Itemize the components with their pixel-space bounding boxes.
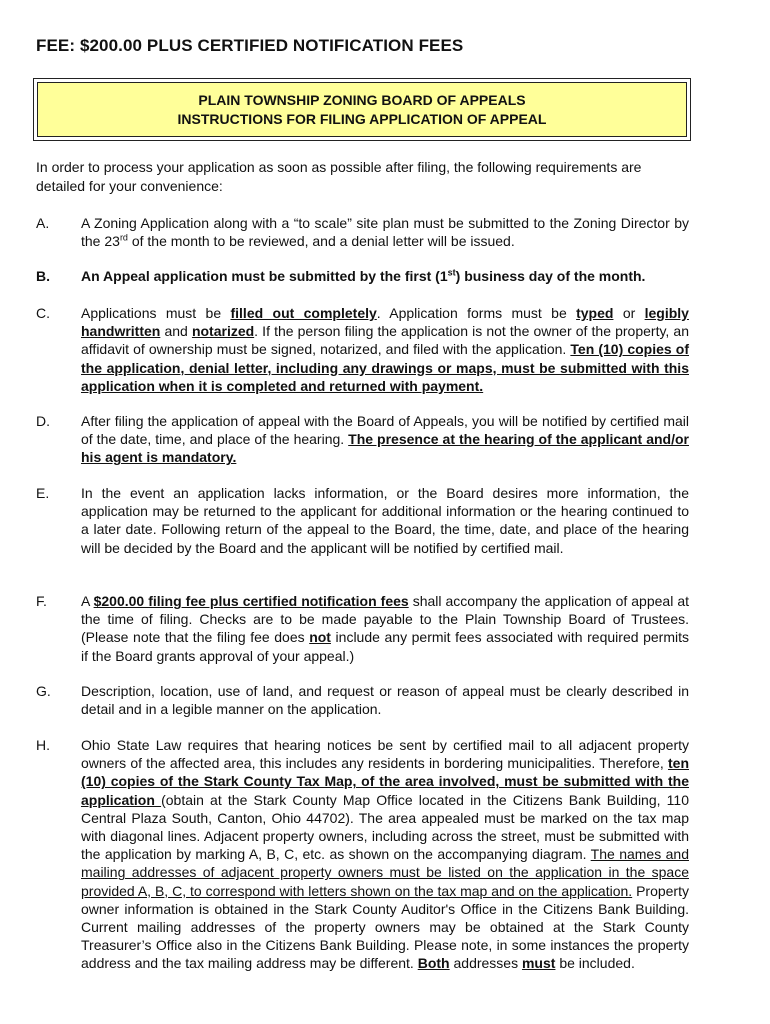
item-text: [81, 214, 689, 250]
item-text-part: . If the person filing the application is not the owner of the property, an affidavit of ownership must be signed, notarized, and filed with the application.: [81, 323, 689, 358]
fee-heading: FEE: $200.00 PLUS CERTIFIED NOTIFICATION FEES: [36, 36, 464, 55]
item-text-part: be included.: [555, 955, 635, 972]
item-text-part: and: [160, 323, 192, 340]
item-text-part: (obtain at the Stark County Map Office located in the Citizens Bank Building, 110 Central Plaza South, Canton, Ohio 44702). The area appealed must be marked on the tax map with diagonal lines. Adjacent property owners, including across the street, must be submitted with the application by marking A, B, C, etc. as shown on the accompanying diagram.: [81, 791, 689, 863]
banner-line-1: PLAIN TOWNSHIP ZONING BOARD OF APPEALS: [198, 91, 526, 108]
item-letter: D.: [36, 413, 50, 429]
superscript: st: [447, 267, 456, 278]
title-banner: [33, 78, 691, 141]
item-text: In the event an application lacks information, or the Board desires more information, the application may be returned to the applicant for additional information or the hearing continued to a later date. Following return of the appeal to the Board, the time, date, and place of the hearing will be decided by the Board and the applicant will be notified by certified mail.: [81, 485, 689, 556]
item-text: [81, 304, 689, 395]
banner-line-2: INSTRUCTIONS FOR FILING APPLICATION OF APPEAL: [177, 110, 547, 127]
list-item-g: [36, 682, 691, 718]
item-text-part: Ohio State Law requires that hearing notices be sent by certified mail to all adjacent property owners of the affected area, this includes any residents in bordering municipalities. Therefore,: [81, 737, 689, 772]
item-letter: A.: [36, 215, 50, 231]
emphasis-text: $200.00 filing fee plus certified notification fees: [93, 593, 409, 609]
item-text: Description, location, use of land, and request or reason of appeal must be clearly described in detail and in a legible manner on the application.: [81, 683, 689, 718]
item-text-part: include any permit fees associated with required permits if the Board grants approval of your appeal.): [81, 629, 689, 664]
item-text-part: After filing the application of appeal with the Board of Appeals, you will be notified by certified mail of the date, time, and place of the hearing.: [81, 413, 689, 448]
list-item-f: [36, 592, 691, 665]
item-text-part: addresses: [449, 955, 522, 972]
item-text-part: An Appeal application must be submitted by the first (1: [81, 268, 448, 284]
item-letter: B.: [36, 268, 50, 284]
item-letter: C.: [36, 305, 50, 321]
item-text-part: ) business day of the month.: [455, 268, 646, 284]
item-text-part: or: [613, 305, 645, 321]
superscript: rd: [119, 232, 128, 243]
item-text-part: Property owner information is obtained in the Stark County Auditor's Office in the Citizens Bank Building. Current mailing addresses of the property owners may be obtained at the Stark County Treasurer’s Office also in the Citizens Bank Building. Please note, in some instances the property address and the tax mailing address may be different.: [81, 882, 689, 972]
item-text: [81, 412, 689, 467]
item-text: [81, 736, 689, 973]
item-text-part: shall accompany the application of appeal at the time of filing. Checks are to be made payable to the Plain Township Board of Trustees. (Please note that the filing fee does: [81, 593, 689, 646]
emphasis-text: ten (10) copies of the Stark County Tax Map, of the area involved, must be submitted with the application: [81, 755, 689, 808]
emphasis-text: Ten (10) copies of the application, denial letter, including any drawings or maps, must be submitted with this application when it is completed and returned with payment.: [81, 341, 689, 394]
title-banner-inner: [37, 82, 687, 137]
item-text-part: . Application forms must be: [376, 305, 577, 321]
emphasis-text: legibly handwritten: [81, 305, 689, 340]
item-letter: E.: [36, 485, 50, 501]
underlined-text: The names and mailing addresses of adjacent property owners must be listed on the application in the space provided A, B, C, to correspond with letters shown on the tax map and on the application.: [81, 846, 689, 899]
list-item-d: [36, 412, 691, 467]
emphasis-text: must: [521, 955, 556, 972]
list-item-c: [36, 304, 691, 395]
item-letter: F.: [36, 593, 47, 609]
emphasis-text: Both: [417, 955, 450, 972]
emphasis-text: notarized: [191, 323, 255, 340]
list-item-a: [36, 214, 691, 250]
list-item-h: [36, 736, 691, 973]
item-text-part: A Zoning Application along with a “to scale” site plan must be submitted to the Zoning Director by the 23: [81, 215, 689, 250]
item-text-part: A: [81, 593, 94, 609]
item-text: [81, 267, 689, 285]
list-item-e: [36, 484, 691, 557]
emphasis-text: not: [309, 629, 331, 646]
item-text: [81, 592, 689, 665]
item-letter: H.: [36, 737, 50, 753]
item-text-part: Applications must be: [81, 305, 231, 321]
emphasis-text: filled out completely: [230, 305, 377, 321]
emphasis-text: typed: [576, 305, 614, 321]
list-item-b: [36, 267, 691, 285]
intro-paragraph: In order to process your application as soon as possible after filing, the following requirements are detailed for your convenience:: [36, 159, 642, 194]
item-letter: G.: [36, 683, 51, 699]
item-text-part: of the month to be reviewed, and a denial letter will be issued.: [127, 233, 515, 250]
emphasis-text: The presence at the hearing of the applicant and/or his agent is mandatory.: [81, 431, 689, 466]
